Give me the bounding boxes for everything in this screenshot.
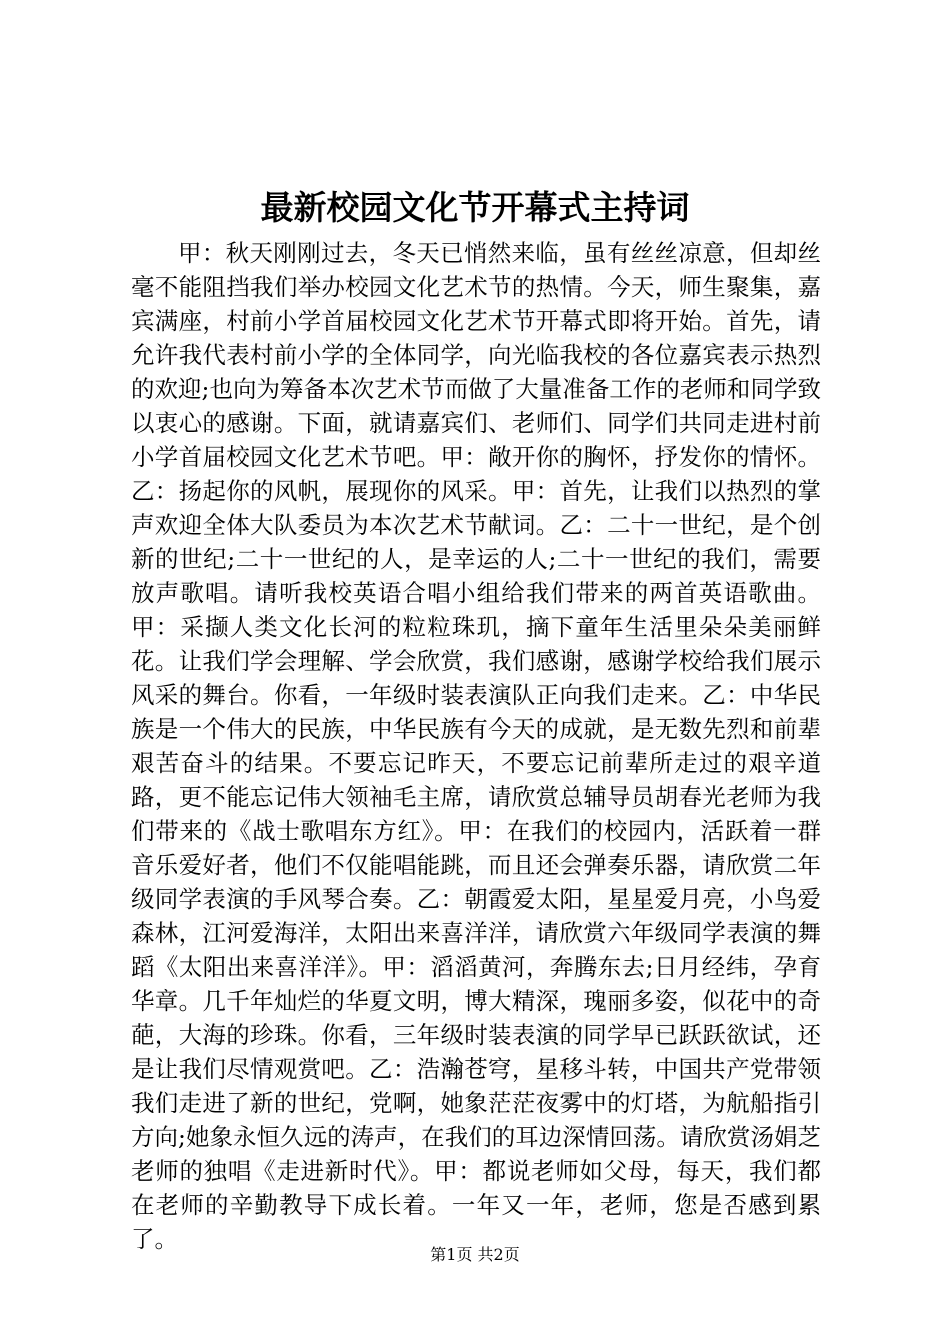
document-body-paragraph: 甲：秋天刚刚过去，冬天已悄然来临，虽有丝丝凉意，但却丝毫不能阻挡我们举办校园文化艺术节的热情。今天，师生聚集，嘉宾满座，村前小学首届校园文化艺术节开幕式即将开始。首先，请允许我代表村前小学的全体同学，向光临我校的各位嘉宾表示热烈的欢迎;也向为筹备本次艺术节而做了大量准备工作的老师和同学致以衷心的感谢。下面，就请嘉宾们、老师们、同学们共同走进村前小学首届校园文化艺术节吧。甲：敞开你的胸怀，抒发你的情怀。乙：扬起你的风帆，展现你的风采。甲：首先，让我们以热烈的掌声欢迎全体大队委员为本次艺术节献词。乙：二十一世纪，是个创新的世纪;二十一世纪的人，是幸运的人;二十一世纪的我们，需要放声歌唱。请听我校英语合唱小组给我们带来的两首英语歌曲。甲：采撷人类文化长河的粒粒珠玑，摘下童年生活里朵朵美丽鲜花。让我们学会理解、学会欣赏，我们感谢，感谢学校给我们展示风采的舞台。你看，一年级时装表演队正向我们走来。乙：中华民族是一个伟大的民族，中华民族有今天的成就，是无数先烈和前辈艰苦奋斗的结果。不要忘记昨天，不要忘记前辈所走过的艰辛道路，更不能忘记伟大领袖毛主席，请欣赏总辅导员胡春光老师为我们带来的《战士歌唱东方红》。甲：在我们的校园内，活跃着一群音乐爱好者，他们不仅能唱能跳，而且还会弹奏乐器，请欣赏二年级同学表演的手风琴合奏。乙：朝霞爱太阳，星星爱月亮，小鸟爱森林，江河爱海洋，太阳出来喜洋洋，请欣赏六年级同学表演的舞蹈《太阳出来喜洋洋》。甲：滔滔黄河，奔腾东去;日月经纬，孕育华章。几千年灿烂的华夏文明，博大精深，瑰丽多姿，似花中的奇葩，大海的珍珠。你看，三年级时装表演的同学早已跃跃欲试，还是让我们尽情观赏吧。乙：浩瀚苍穹，星移斗转，中国共产党带领我们走进了新的世纪，党啊，她象茫茫夜雾中的灯塔，为航船指引方向;她象永恒久远的涛声，在我们的耳边深情回荡。请欣赏汤娟芝老师的独唱《走进新时代》。甲：都说老师如父母，每天，我们都在老师的辛勤教导下成长着。一年又一年，老师，您是否感到累了。 bbox=[131, 239, 821, 1253]
page-number-footer: 第1页 共2页 bbox=[430, 1245, 520, 1264]
document-title: 最新校园文化节开幕式主持词 bbox=[260, 188, 690, 227]
